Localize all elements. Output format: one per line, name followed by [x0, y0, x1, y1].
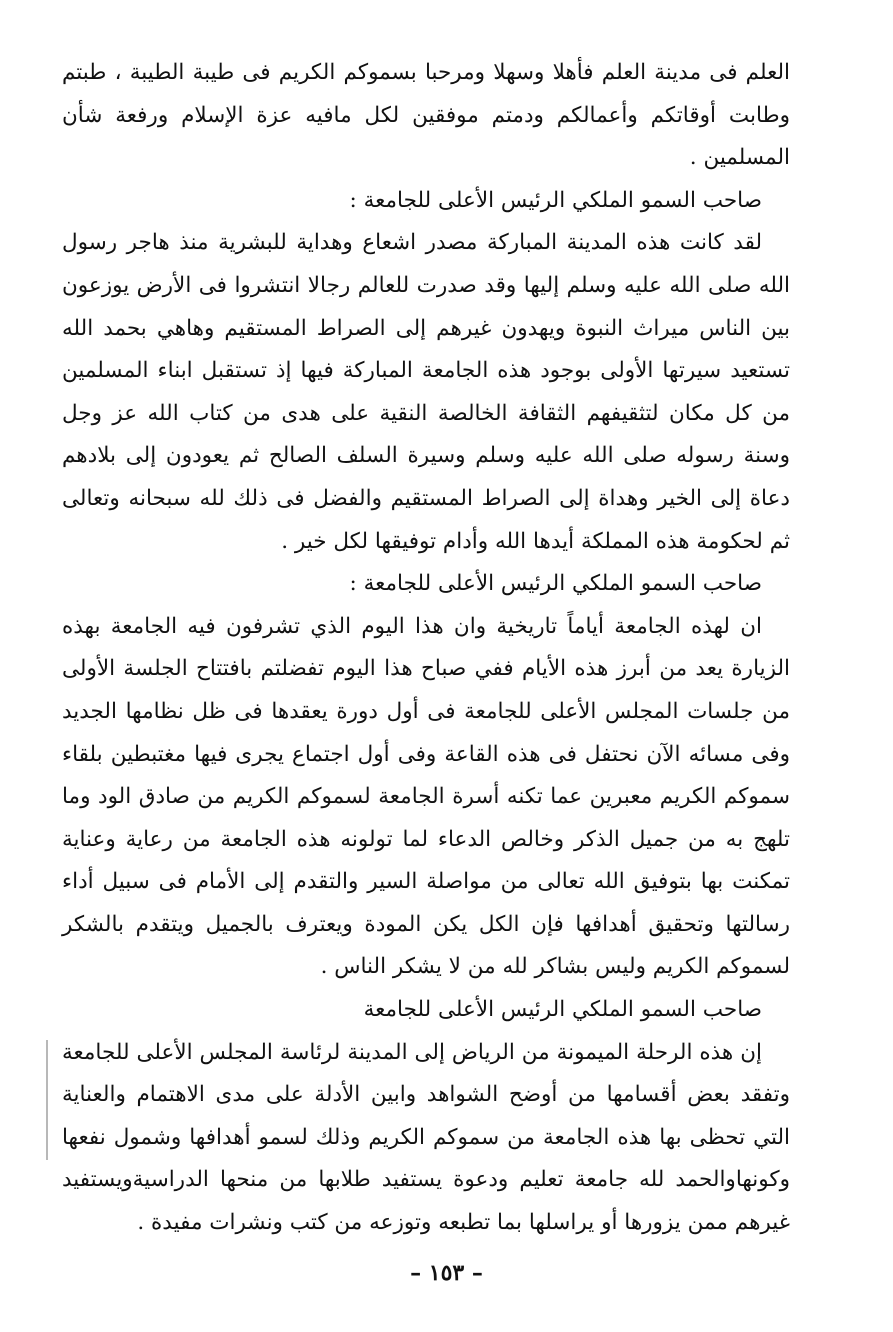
page-number: – ١٥٣ –: [410, 1260, 483, 1286]
section-heading-2: صاحب السمو الملكي الرئيس الأعلى للجامعة :: [349, 571, 762, 597]
section-heading-1: صاحب السمو الملكي الرئيس الأعلى للجامعة :: [349, 187, 762, 213]
page-body: [62, 52, 790, 1245]
paragraph-city-history: لقد كانت هذه المدينة المباركة مصدر اشعاع وهداية للبشرية منذ هاجر رسول الله صلى الله عليه وسلم إليها وقد صدرت للعالم رجالا انتشروا فى الأرض يوزعون بين الناس ميراث النبوة ويهدون غيرهم إلى الصراط المستقيم وهاهي بحمد الله تستعيد سيرتها الأولى بوجود هذه الجامعة المباركة فيها إذ تستقبل ابناء المسلمين من كل مكان لتثقيفهم الثقافة الخالصة النقية على هدى من كتاب الله عز وجل وسنة رسوله صلى الله عليه وسلم وسيرة السلف الصالح ثم يعودون إلى بلادهم دعاة إلى الخير وهداة إلى الصراط المستقيم والفضل فى ذلك لله سبحانه وتعالى ثم لحكومة هذه المملكة أيدها الله وأدام توفيقها لكل خير .: [62, 230, 790, 554]
paragraph-journey: إن هذه الرحلة الميمونة من الرياض إلى المدينة لرئاسة المجلس الأعلى للجامعة وتفقد بعض أقسامها من أوضح الشواهد وابين الأدلة على مدى الاهتمام والعناية التي تحظى بها هذه الجامعة من سموكم الكريم وذلك لسمو أهدافها وشمول نفعها وكونهاوالحمد لله جامعة تعليم ودعوة يستفيد طلابها من منحها الدراسيةويستفيد غيرهم ممن يزورها أو يراسلها بما تطبعه وتوزعه من كتب ونشرات مفيدة .: [62, 1039, 790, 1236]
paragraph-historic-days: ان لهذه الجامعة أياماً تاريخية وان هذا اليوم الذي تشرفون فيه الجامعة بهذه الزيارة يعد من أبرز هذه الأيام ففي صباح هذا اليوم تفضلتم بافتتاح الجلسة الأولى من جلسات المجلس الأعلى للجامعة فى أول دورة يعقدها فى ظل نظامها الجديد وفى مسائه الآن نحتفل فى هذه القاعة وفى أول اجتماع يجرى فيها مغتبطين بلقاء سموكم الكريم معبرين عما تكنه أسرة الجامعة لسموكم الكريم من صادق الود وما تلهج به من جميل الذكر وخالص الدعاء لما تولونه هذه الجامعة من رعاية وعناية تمكنت بها بتوفيق الله تعالى من مواصلة السير والتقدم إلى الأمام فى سبيل أداء رسالتها وتحقيق أهدافها فإن الكل يكن المودة ويعترف بالجميل ويتقدم بالشكر لسموكم الكريم وليس بشاكر لله من لا يشكر الناس .: [62, 613, 790, 980]
paragraph-opening: العلم فى مدينة العلم فأهلا وسهلا ومرحبا بسموكم الكريم فى طيبة الطيبة ، طبتم وطابت أوقاتكم وأعمالكم ودمتم موفقين لكل مافيه عزة الإسلام ورفعة شأن المسلمين .: [62, 60, 790, 171]
margin-mark: [46, 1040, 56, 1160]
section-heading-3: صاحب السمو الملكي الرئيس الأعلى للجامعة: [363, 997, 762, 1023]
